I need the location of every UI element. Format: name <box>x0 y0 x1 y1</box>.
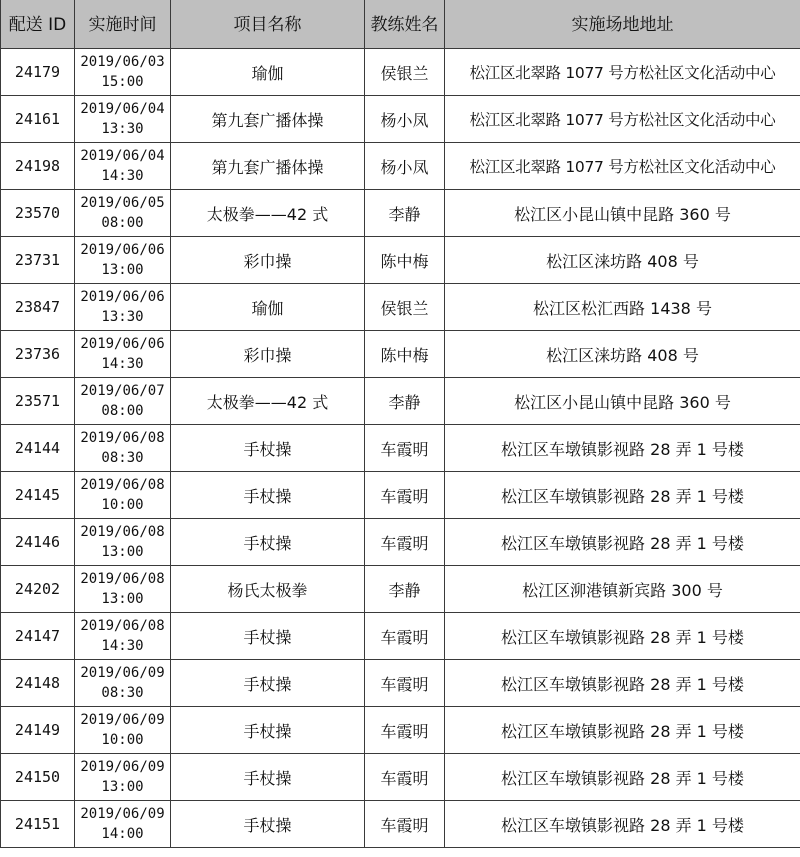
cell-address: 松江区车墩镇影视路 28 弄 1 号楼 <box>445 472 800 519</box>
cell-id: 24150 <box>1 754 75 801</box>
cell-id: 23570 <box>1 190 75 237</box>
cell-coach: 杨小凤 <box>365 96 445 143</box>
table-row <box>1 49 800 96</box>
cell-time <box>75 49 171 96</box>
cell-id: 24161 <box>1 96 75 143</box>
cell-address: 松江区小昆山镇中昆路 360 号 <box>445 190 800 237</box>
table-row <box>1 143 800 190</box>
cell-clock: 13:00 <box>101 591 144 607</box>
cell-time <box>75 96 171 143</box>
cell-coach: 车霞明 <box>365 801 445 848</box>
cell-time <box>75 472 171 519</box>
cell-date: 2019/06/09 <box>80 806 165 822</box>
cell-time <box>75 519 171 566</box>
table-row <box>1 378 800 425</box>
cell-time <box>75 284 171 331</box>
cell-coach: 陈中梅 <box>365 331 445 378</box>
cell-clock: 14:30 <box>101 638 144 654</box>
cell-clock: 08:00 <box>101 215 144 231</box>
table-row <box>1 754 800 801</box>
table-row <box>1 613 800 660</box>
cell-date: 2019/06/07 <box>80 383 165 399</box>
table-row <box>1 237 800 284</box>
cell-address: 松江区车墩镇影视路 28 弄 1 号楼 <box>445 801 800 848</box>
cell-date: 2019/06/08 <box>80 477 165 493</box>
cell-date: 2019/06/09 <box>80 665 165 681</box>
cell-clock: 15:00 <box>101 74 144 90</box>
cell-clock: 10:00 <box>101 497 144 513</box>
table-row <box>1 284 800 331</box>
table-row <box>1 472 800 519</box>
cell-clock: 13:00 <box>101 262 144 278</box>
cell-coach: 车霞明 <box>365 519 445 566</box>
cell-address: 松江区北翠路 1077 号方松社区文化活动中心 <box>445 96 800 143</box>
cell-project: 第九套广播体操 <box>171 143 365 190</box>
cell-address: 松江区北翠路 1077 号方松社区文化活动中心 <box>445 143 800 190</box>
cell-id: 24147 <box>1 613 75 660</box>
cell-address: 松江区泖港镇新宾路 300 号 <box>445 566 800 613</box>
cell-clock: 08:30 <box>101 685 144 701</box>
cell-time <box>75 754 171 801</box>
cell-date: 2019/06/04 <box>80 148 165 164</box>
table-row <box>1 190 800 237</box>
cell-id: 23731 <box>1 237 75 284</box>
cell-coach: 车霞明 <box>365 707 445 754</box>
cell-time <box>75 190 171 237</box>
cell-address: 松江区涞坊路 408 号 <box>445 237 800 284</box>
cell-date: 2019/06/05 <box>80 195 165 211</box>
cell-project: 手杖操 <box>171 660 365 707</box>
cell-time <box>75 660 171 707</box>
header-coach: 教练姓名 <box>365 0 445 49</box>
cell-id: 24146 <box>1 519 75 566</box>
cell-clock: 14:30 <box>101 356 144 372</box>
header-address: 实施场地地址 <box>445 0 800 49</box>
cell-address: 松江区松汇西路 1438 号 <box>445 284 800 331</box>
cell-date: 2019/06/06 <box>80 289 165 305</box>
cell-clock: 08:00 <box>101 403 144 419</box>
header-time: 实施时间 <box>75 0 171 49</box>
cell-time <box>75 613 171 660</box>
cell-project: 彩巾操 <box>171 237 365 284</box>
cell-project: 杨氏太极拳 <box>171 566 365 613</box>
cell-address: 松江区车墩镇影视路 28 弄 1 号楼 <box>445 425 800 472</box>
cell-date: 2019/06/03 <box>80 54 165 70</box>
cell-project: 手杖操 <box>171 472 365 519</box>
table-row <box>1 707 800 754</box>
cell-clock: 14:30 <box>101 168 144 184</box>
table-row <box>1 425 800 472</box>
cell-coach: 侯银兰 <box>365 49 445 96</box>
cell-coach: 侯银兰 <box>365 284 445 331</box>
cell-coach: 李静 <box>365 190 445 237</box>
cell-id: 24145 <box>1 472 75 519</box>
cell-id: 24179 <box>1 49 75 96</box>
table-row <box>1 96 800 143</box>
cell-date: 2019/06/09 <box>80 759 165 775</box>
cell-date: 2019/06/09 <box>80 712 165 728</box>
cell-time <box>75 801 171 848</box>
cell-id: 23847 <box>1 284 75 331</box>
cell-date: 2019/06/06 <box>80 336 165 352</box>
table-row <box>1 566 800 613</box>
cell-date: 2019/06/08 <box>80 524 165 540</box>
cell-clock: 13:00 <box>101 544 144 560</box>
cell-time <box>75 378 171 425</box>
cell-date: 2019/06/08 <box>80 618 165 634</box>
cell-id: 23736 <box>1 331 75 378</box>
cell-time <box>75 237 171 284</box>
cell-project: 手杖操 <box>171 707 365 754</box>
cell-id: 24149 <box>1 707 75 754</box>
cell-project: 手杖操 <box>171 519 365 566</box>
cell-time <box>75 425 171 472</box>
cell-id: 24148 <box>1 660 75 707</box>
cell-coach: 陈中梅 <box>365 237 445 284</box>
cell-id: 23571 <box>1 378 75 425</box>
cell-address: 松江区车墩镇影视路 28 弄 1 号楼 <box>445 613 800 660</box>
table-row <box>1 519 800 566</box>
cell-id: 24144 <box>1 425 75 472</box>
cell-clock: 13:30 <box>101 121 144 137</box>
cell-address: 松江区车墩镇影视路 28 弄 1 号楼 <box>445 519 800 566</box>
cell-date: 2019/06/08 <box>80 430 165 446</box>
cell-address: 松江区车墩镇影视路 28 弄 1 号楼 <box>445 754 800 801</box>
cell-address: 松江区涞坊路 408 号 <box>445 331 800 378</box>
cell-date: 2019/06/04 <box>80 101 165 117</box>
cell-time <box>75 143 171 190</box>
cell-clock: 14:00 <box>101 826 144 842</box>
cell-coach: 车霞明 <box>365 660 445 707</box>
cell-project: 手杖操 <box>171 613 365 660</box>
cell-project: 太极拳——42 式 <box>171 378 365 425</box>
cell-coach: 车霞明 <box>365 472 445 519</box>
cell-date: 2019/06/08 <box>80 571 165 587</box>
cell-time <box>75 707 171 754</box>
header-project: 项目名称 <box>171 0 365 49</box>
cell-clock: 13:00 <box>101 779 144 795</box>
cell-coach: 车霞明 <box>365 754 445 801</box>
table-row <box>1 331 800 378</box>
cell-id: 24151 <box>1 801 75 848</box>
cell-project: 手杖操 <box>171 754 365 801</box>
cell-clock: 10:00 <box>101 732 144 748</box>
cell-clock: 13:30 <box>101 309 144 325</box>
cell-coach: 李静 <box>365 378 445 425</box>
header-id: 配送 ID <box>1 0 75 49</box>
cell-coach: 车霞明 <box>365 425 445 472</box>
cell-project: 瑜伽 <box>171 284 365 331</box>
cell-address: 松江区小昆山镇中昆路 360 号 <box>445 378 800 425</box>
cell-address: 松江区车墩镇影视路 28 弄 1 号楼 <box>445 707 800 754</box>
cell-project: 手杖操 <box>171 425 365 472</box>
cell-project: 太极拳——42 式 <box>171 190 365 237</box>
table-row <box>1 801 800 848</box>
cell-time <box>75 566 171 613</box>
cell-coach: 李静 <box>365 566 445 613</box>
cell-time <box>75 331 171 378</box>
cell-address: 松江区北翠路 1077 号方松社区文化活动中心 <box>445 49 800 96</box>
cell-project: 手杖操 <box>171 801 365 848</box>
table-row <box>1 660 800 707</box>
cell-address: 松江区车墩镇影视路 28 弄 1 号楼 <box>445 660 800 707</box>
header-row <box>1 0 800 49</box>
table-body <box>1 49 800 848</box>
cell-project: 彩巾操 <box>171 331 365 378</box>
cell-project: 瑜伽 <box>171 49 365 96</box>
cell-date: 2019/06/06 <box>80 242 165 258</box>
cell-clock: 08:30 <box>101 450 144 466</box>
cell-id: 24202 <box>1 566 75 613</box>
cell-coach: 车霞明 <box>365 613 445 660</box>
cell-project: 第九套广播体操 <box>171 96 365 143</box>
cell-id: 24198 <box>1 143 75 190</box>
cell-coach: 杨小凤 <box>365 143 445 190</box>
